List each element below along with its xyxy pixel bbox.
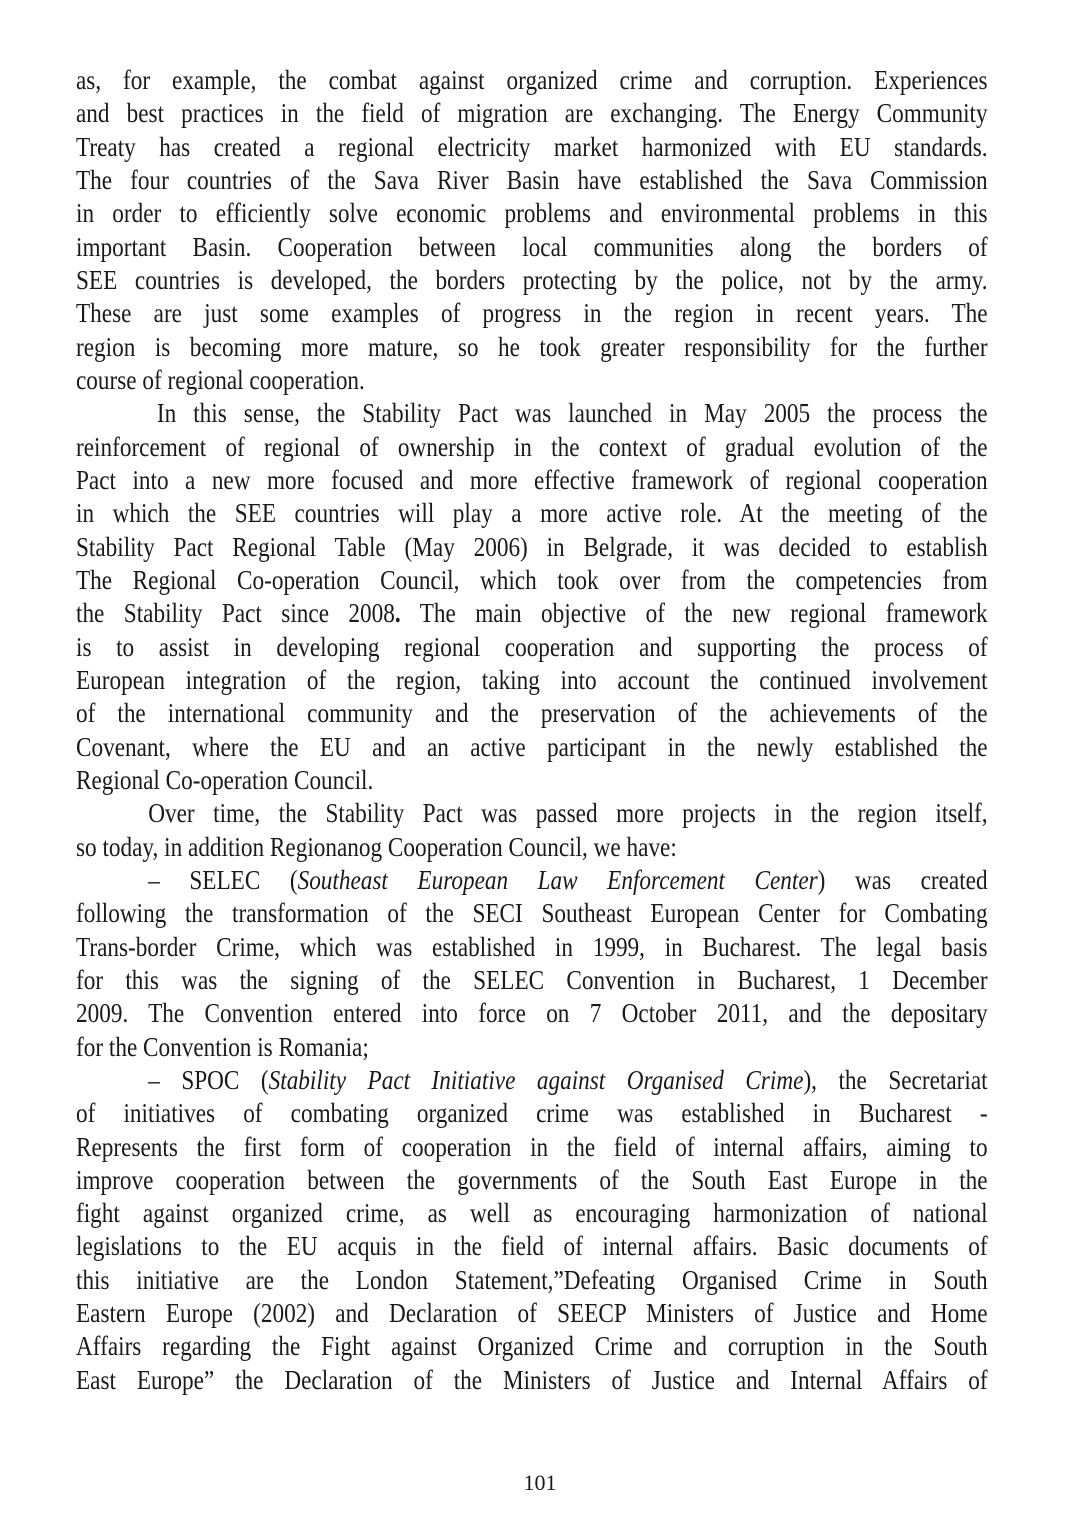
text-line: so today, in addition Regionanog Cooperation Council, we have: xyxy=(76,831,677,862)
text-line: in which the SEE countries will play a more active role. At the meeting of the xyxy=(76,498,988,529)
text-line: Covenant, where the EU and an active participant in the newly established the xyxy=(76,731,988,762)
text-line: East Europe” the Declaration of the Ministers of Justice and Internal Affairs of xyxy=(76,1364,988,1395)
text-line: European integration of the region, taking into account the continued involvement xyxy=(76,664,988,695)
text-line: legislations to the EU acquis in the field of internal affairs. Basic documents of xyxy=(76,1231,988,1262)
text-line: Regional Co-operation Council. xyxy=(76,764,374,795)
text-segment: . xyxy=(394,598,401,629)
text-line: region is becoming more mature, so he took greater responsibility for the further xyxy=(76,331,988,362)
text-line: fight against organized crime, as well as encouraging harmonization of national xyxy=(76,1198,988,1229)
text-line: of initiatives of combating organized crime was established in Bucharest - xyxy=(76,1098,988,1129)
text-segment: the Stability Pact since 2008 xyxy=(76,598,395,629)
document-body xyxy=(76,64,988,1397)
text-line: Represents the first form of cooperation in the field of internal affairs, aiming to xyxy=(76,1131,988,1162)
paragraph xyxy=(76,64,988,397)
text-line: this initiative are the London Statement,”Defeating Organised Crime in South xyxy=(76,1264,988,1295)
text-line: is to assist in developing regional cooperation and supporting the process of xyxy=(76,631,988,662)
paragraph xyxy=(76,864,988,1064)
text-line: of the international community and the preservation of the achievements of the xyxy=(76,698,988,729)
paragraph xyxy=(76,797,988,864)
text-segment: – SPOC ( xyxy=(148,1064,269,1095)
text-line: Pact into a new more focused and more effective framework of regional cooperation xyxy=(76,464,988,495)
text-line: The Regional Co-operation Council, which took over from the competencies from xyxy=(76,564,988,595)
text-segment: ) was created xyxy=(817,864,988,895)
text-line: in order to efficiently solve economic problems and environmental problems in this xyxy=(76,198,988,229)
text-line: Affairs regarding the Fight against Organized Crime and corruption in the South xyxy=(76,1331,988,1362)
text-line: for the Convention is Romania; xyxy=(76,1031,369,1062)
text-line: as, for example, the combat against organized crime and corruption. Experiences xyxy=(76,65,988,95)
text-line: Eastern Europe (2002) and Declaration of SEECP Ministers of Justice and Home xyxy=(76,1298,988,1329)
text-line: Treaty has created a regional electricity market harmonized with EU standards. xyxy=(76,131,988,162)
text-line: Stability Pact Regional Table (May 2006) in Belgrade, it was decided to establish xyxy=(76,531,988,562)
text-line xyxy=(76,597,988,630)
text-line: In this sense, the Stability Pact was launched in May 2005 the process the xyxy=(156,398,988,429)
page-number: 101 xyxy=(523,1470,557,1495)
text-line: 2009. The Convention entered into force on 7 October 2011, and the depositary xyxy=(76,998,988,1029)
italic-title: Stability Pact Initiative against Organised Crime xyxy=(268,1064,804,1095)
text-line: course of regional cooperation. xyxy=(76,364,365,395)
text-line: and best practices in the field of migration are exchanging. The Energy Community xyxy=(76,98,988,129)
text-line: improve cooperation between the governments of the South East Europe in the xyxy=(76,1164,988,1195)
text-segment: ), the Secretariat xyxy=(803,1064,988,1095)
text-line xyxy=(76,1064,988,1097)
text-line: important Basin. Cooperation between local communities along the borders of xyxy=(76,231,988,262)
text-line: reinforcement of regional of ownership in the context of gradual evolution of the xyxy=(76,431,988,462)
text-segment: – SELEC ( xyxy=(148,864,298,895)
italic-title: Southeast European Law Enforcement Center xyxy=(297,864,818,895)
text-line: Over time, the Stability Pact was passed more projects in the region itself, xyxy=(148,798,988,829)
paragraph xyxy=(76,1064,988,1397)
text-line: for this was the signing of the SELEC Convention in Bucharest, 1 December xyxy=(76,964,988,995)
text-line: These are just some examples of progress in the region in recent years. The xyxy=(76,298,988,329)
text-segment: The main objective of the new regional framework xyxy=(400,598,988,629)
text-line xyxy=(76,864,988,897)
text-line: The four countries of the Sava River Basin have established the Sava Commission xyxy=(76,164,988,195)
paragraph xyxy=(76,397,988,797)
text-line: following the transformation of the SECI Southeast European Center for Combating xyxy=(76,898,988,929)
text-line: SEE countries is developed, the borders protecting by the police, not by the army. xyxy=(76,264,988,295)
text-line: Trans-border Crime, which was established in 1999, in Bucharest. The legal basis xyxy=(76,931,988,962)
